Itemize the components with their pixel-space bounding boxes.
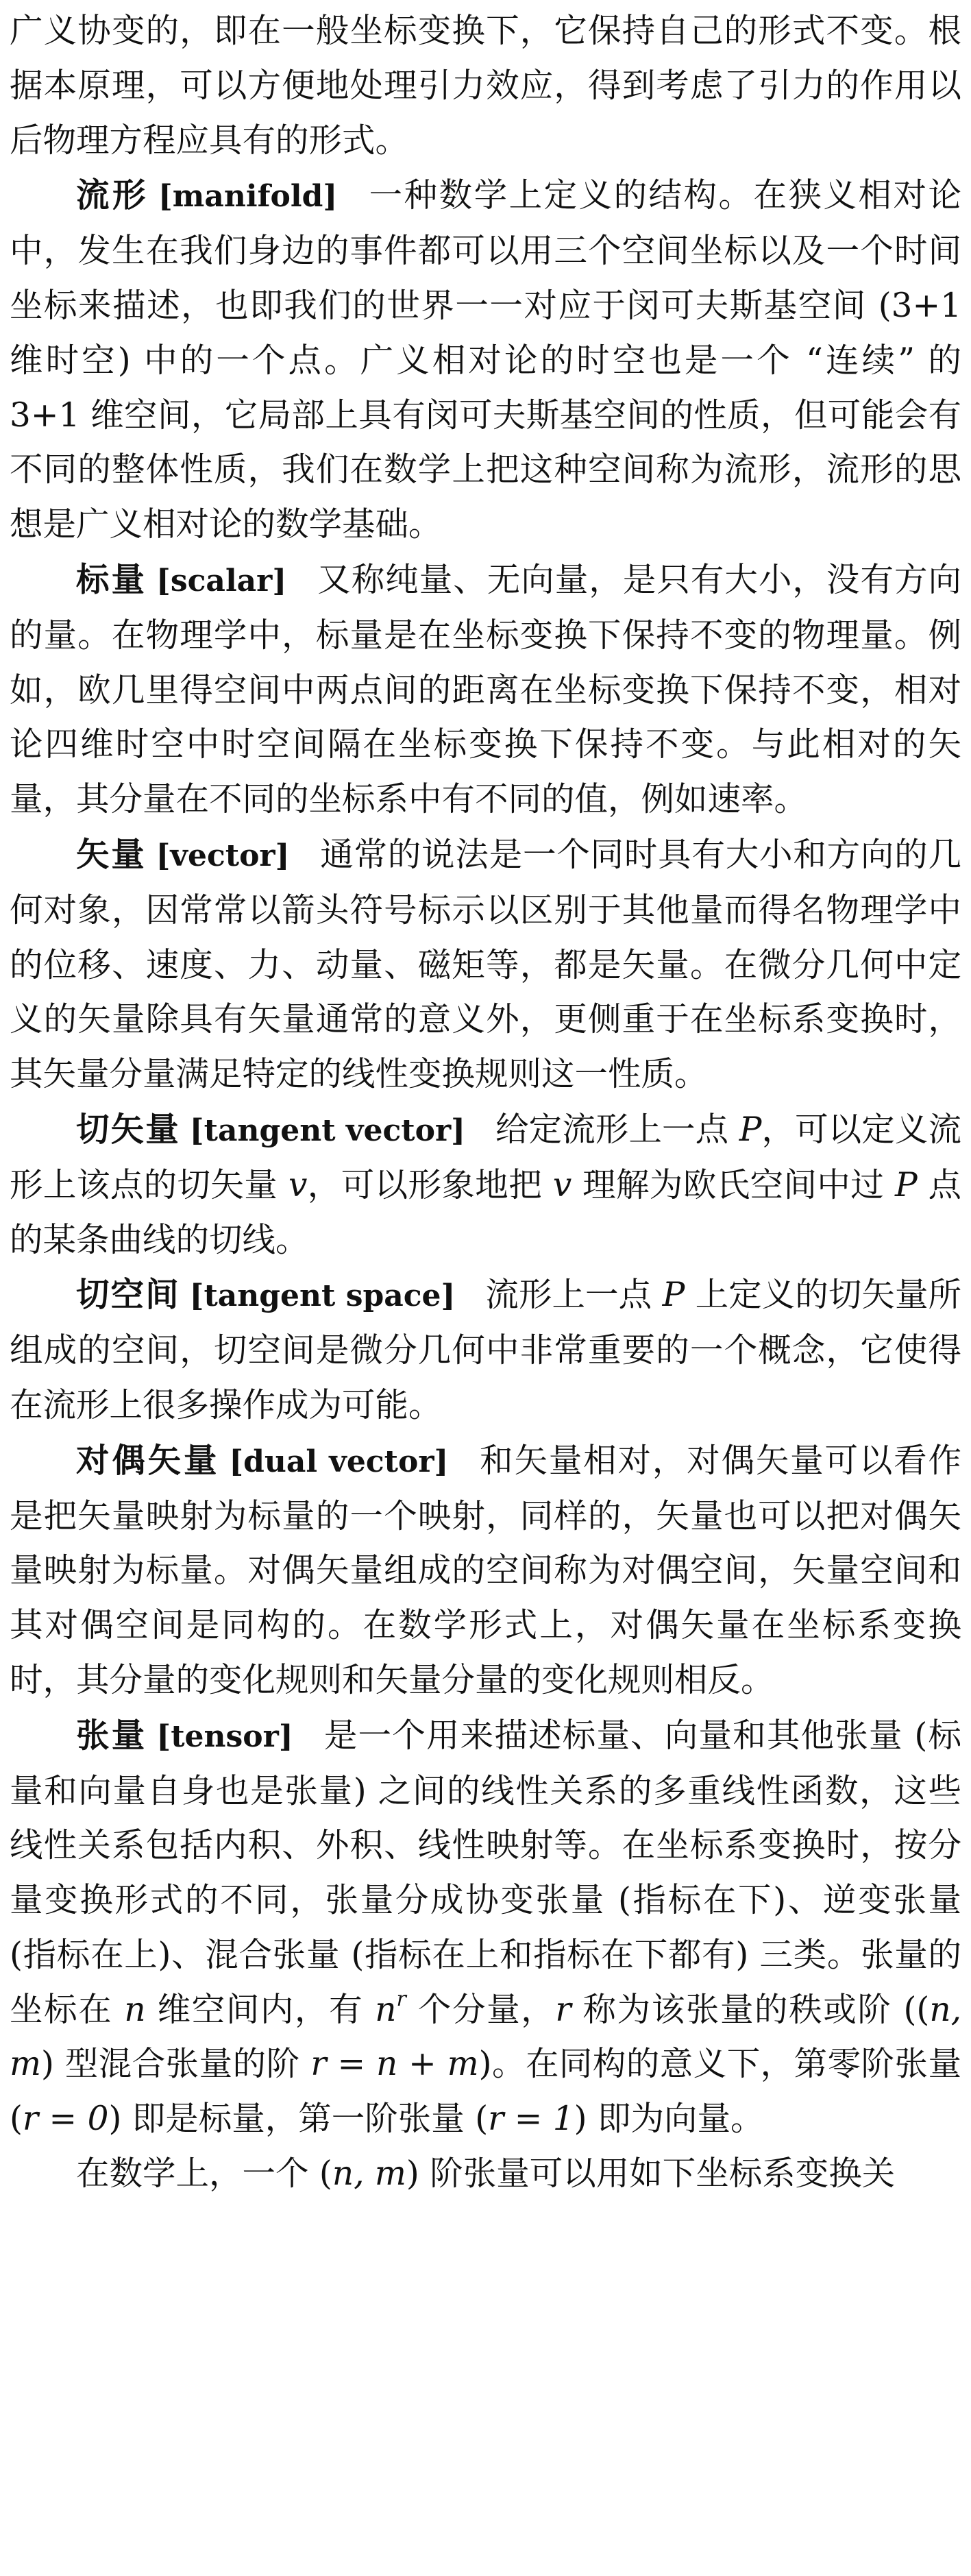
math-var: n <box>124 1990 146 2029</box>
math-expression: r = n + m <box>310 2045 479 2084</box>
term-english: [tangent vector] <box>189 1113 465 1148</box>
term-english: [dual vector] <box>229 1444 449 1479</box>
term-heading: 切空间 <box>76 1275 180 1315</box>
document-page <box>10 4 961 2202</box>
math-expression: r = 1 <box>488 2100 574 2139</box>
entry-scalar <box>10 552 961 827</box>
definition-text: 维空间内，有 <box>145 1990 376 2029</box>
definition-text: 给定流形上一点 <box>495 1110 739 1149</box>
term-english: [scalar] <box>156 563 287 598</box>
definition-text: ) 型混合张量的阶 <box>41 2045 311 2084</box>
term-heading: 张量 <box>76 1715 147 1755</box>
term-heading: 对偶矢量 <box>76 1440 220 1480</box>
math-var: P <box>895 1165 918 1204</box>
entry-tangent-vector <box>10 1102 961 1267</box>
term-heading: 矢量 <box>76 834 147 874</box>
body-text: ) 阶张量可以用如下坐标系变换关 <box>406 2154 896 2194</box>
term-english: [tensor] <box>156 1718 293 1754</box>
definition-text: 上定义的切矢量所组成的空间，切空间是微分几何中非常重要的一个概念，它使得在流形上很多操作成为可能。 <box>10 1276 961 1424</box>
math-var: P <box>739 1110 762 1149</box>
term-heading: 流形 <box>76 175 149 215</box>
definition-text: ，可以形象地把 <box>307 1165 553 1204</box>
math-var: v <box>552 1165 572 1204</box>
definition-text: ) 即是标量，第一阶张量 ( <box>108 2100 489 2139</box>
term-english: [vector] <box>156 838 290 873</box>
final-paragraph <box>10 2147 961 2202</box>
term-heading: 切矢量 <box>76 1109 180 1149</box>
definition-text: 点的某条曲线的切线。 <box>10 1165 961 1259</box>
entry-manifold <box>10 168 961 552</box>
math-expression: n, m <box>332 2154 406 2194</box>
entry-dual-vector <box>10 1433 961 1708</box>
term-english: [manifold] <box>158 179 338 215</box>
definition-text: ) 即为向量。 <box>574 2100 764 2139</box>
term-heading: 标量 <box>76 559 147 599</box>
definition-text: 是一个用来描述标量、向量和其他张量 (标量和向量自身也是张量) 之间的线性关系的多重线性函数，这些线性关系包括内积、外积、线性映射等。在坐标系变换时，按分量变换形式的不同，张量分成协变张量 (指标在下)、逆变张量 (指标在上)、混合张量 (指标在上和指标在下都有) 三类。张量的坐标在 <box>10 1716 961 2029</box>
definition-text: 和矢量相对，对偶矢量可以看作是把矢量映射为标量的一个映射，同样的，矢量也可以把对偶矢量映射为标量。对偶矢量组成的空间称为对偶空间，矢量空间和其对偶空间是同构的。在数学形式上，对偶矢量在坐标系变换时，其分量的变化规则和矢量分量的变化规则相反。 <box>10 1441 961 1699</box>
definition-text: )。在同构的意义下，第零阶张量 ( <box>10 2045 961 2139</box>
definition-text: 通常的说法是一个同时具有大小和方向的几何对象，因常常以箭头符号标示以区别于其他量而得名物理学中的位移、速度、力、动量、磁矩等，都是矢量。在微分几何中定义的矢量除具有矢量通常的意义外，更侧重于在坐标系变换时，其矢量分量满足特定的线性变换规则这一性质。 <box>10 835 961 1094</box>
definition-text: 流形上一点 <box>485 1276 663 1315</box>
definition-text: 称为该张量的秩或阶 (( <box>571 1990 930 2029</box>
body-text: 在数学上，一个 ( <box>76 2154 332 2194</box>
intro-text: 广义协变的，即在一般坐标变换下，它保持自己的形式不变。根据本原理，可以方便地处理引力效应，得到考虑了引力的作用以后物理方程应具有的形式。 <box>10 12 961 160</box>
intro-paragraph <box>10 4 961 168</box>
entry-vector <box>10 827 961 1102</box>
definition-text: 理解为欧氏空间中过 <box>571 1165 896 1204</box>
math-expression: n, m <box>10 1990 962 2084</box>
math-var: r <box>555 1990 571 2029</box>
definition-text: 一种数学上定义的结构。在狭义相对论中，发生在我们身边的事件都可以用三个空间坐标以及一个时间坐标来描述，也即我们的世界一一对应于闵可夫斯基空间 (3+1 维时空) 中的一个点。广义相对论的时空也是一个 “连续” 的 3+1 维空间，它局部上具有闵可夫斯基空间的性质，但可能会有不同的整体性质，我们在数学上把这种空间称为流形，流形的思想是广义相对论的数学基础。 <box>10 176 961 544</box>
entry-tangent-space <box>10 1267 961 1433</box>
term-english: [tangent space] <box>189 1278 456 1314</box>
math-var: v <box>288 1165 308 1204</box>
definition-text: 又称纯量、无向量，是只有大小，没有方向的量。在物理学中，标量是在坐标变换下保持不变的物理量。例如，欧几里得空间中两点间的距离在坐标变换下保持不变，相对论四维时空中时空间隔在坐标变换下保持不变。与此相对的矢量，其分量在不同的坐标系中有不同的值，例如速率。 <box>10 560 961 819</box>
entry-tensor <box>10 1708 961 2147</box>
definition-text: ，可以定义流形上该点的切矢量 <box>10 1110 961 1204</box>
math-expression: r = 0 <box>22 2100 109 2139</box>
definition-text: 个分量， <box>406 1990 556 2029</box>
math-var: P <box>662 1276 685 1315</box>
math-superscript: r <box>396 1986 406 2011</box>
math-var: n <box>375 1990 397 2029</box>
